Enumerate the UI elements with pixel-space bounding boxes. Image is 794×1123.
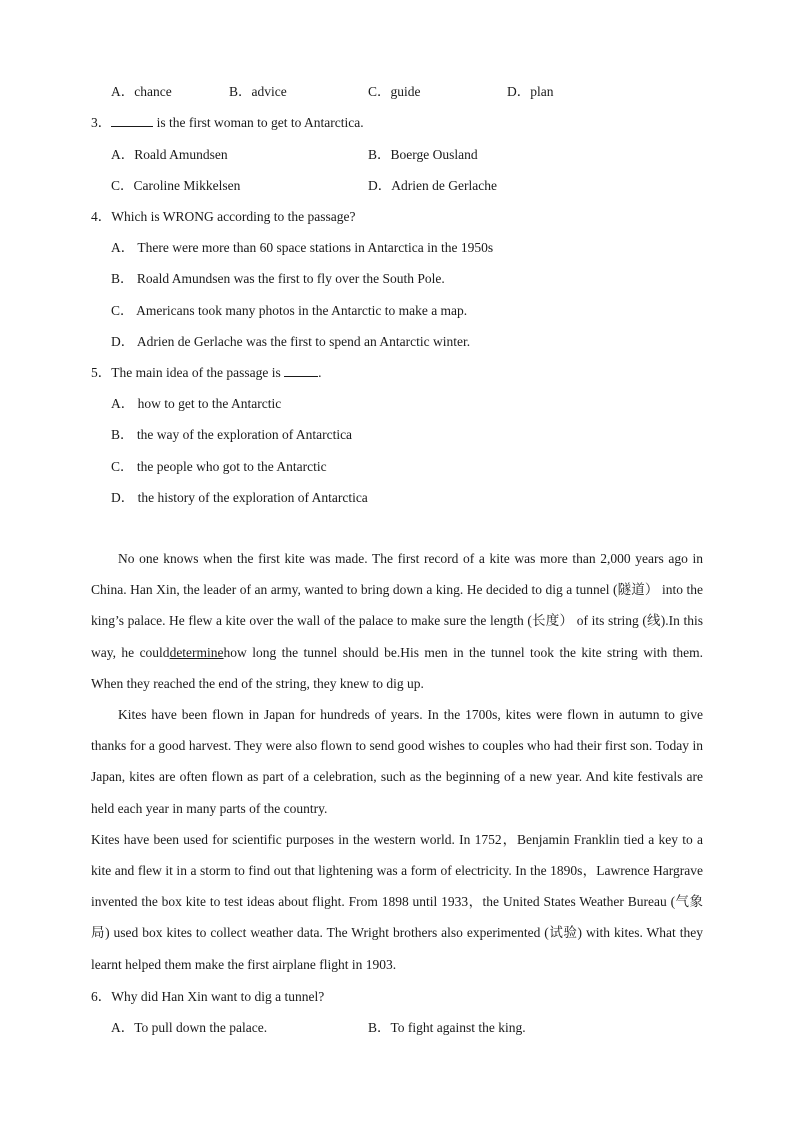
q4-stem: 4．Which is WRONG according to the passage? <box>91 209 356 224</box>
underlined-word: determine <box>169 644 224 660</box>
passage-p1-part-a: No one knows when the first kite was made. The first record of a kite was more than 2,000 years ago in China. Han Xin, the leader of an army, wanted to bring down a king. He decided to dig a tunnel (隧道） into the king’s palace. He flew a kite over the wall of the palace to make sure the length (长度） of its string (线).In this way, he could <box>91 551 703 660</box>
q5-option-d: D． the history of the exploration of Antarctica <box>111 490 368 505</box>
q6-option-b: B．To fight against the king. <box>368 1020 526 1035</box>
q6-option-a: A．To pull down the palace. <box>111 1020 268 1035</box>
q4-option-b: B． Roald Amundsen was the first to fly over the South Pole. <box>111 271 445 286</box>
passage-paragraph-1 <box>91 543 703 699</box>
q3-blank <box>111 114 153 127</box>
q3-option-a: A．Roald Amundsen <box>111 147 228 162</box>
q5-stem-text: 5．The main idea of the passage is <box>91 365 285 380</box>
passage-p1-part-b: how long the tunnel should be.His men in the tunnel took the kite string with them. When they reached the end of the string, they knew to dig up. <box>91 644 703 691</box>
q5-stem <box>91 364 321 382</box>
q3-option-b: B．Boerge Ousland <box>368 147 478 162</box>
q2-option-c: C．guide <box>368 84 421 99</box>
q5-option-b: B． the way of the exploration of Antarctica <box>111 427 353 442</box>
q3-option-d: D．Adrien de Gerlache <box>368 178 497 193</box>
q4-option-d: D． Adrien de Gerlache was the first to spend an Antarctic winter. <box>111 334 471 349</box>
q3-stem <box>91 114 364 132</box>
reading-passage <box>91 543 703 980</box>
q2-option-b: B．advice <box>229 84 287 99</box>
q3-text: is the first woman to get to Antarctica. <box>153 115 364 130</box>
q5-stem-end: . <box>318 365 322 380</box>
passage-paragraph-2: Kites have been flown in Japan for hundreds of years. In the 1700s, kites were flown in autumn to give thanks for a good harvest. They were also flown to send good wishes to couples who had their first son. Today in Japan, kites are often flown as part of a celebration, such as the beginning of a new year. And kite festivals are held each year in many parts of the country. <box>91 707 703 816</box>
q3-option-c: C．Caroline Mikkelsen <box>111 178 241 193</box>
q5-option-c: C． the people who got to the Antarctic <box>111 459 327 474</box>
q4-option-a: A． There were more than 60 space stations in Antarctica in the 1950s <box>111 240 494 255</box>
q4-option-c: C． Americans took many photos in the Antarctic to make a map. <box>111 303 468 318</box>
q6-stem: 6．Why did Han Xin want to dig a tunnel? <box>91 989 325 1004</box>
q5-blank <box>284 364 318 377</box>
q3-number: 3． <box>91 115 112 130</box>
q2-option-a: A．chance <box>111 84 172 99</box>
q2-option-d: D．plan <box>507 84 554 99</box>
q5-option-a: A． how to get to the Antarctic <box>111 396 282 411</box>
passage-paragraph-3: Kites have been used for scientific purposes in the western world. In 1752，Benjamin Franklin tied a key to a kite and flew it in a storm to find out that lightening was a form of electricity. In the 1890s，Lawrence Hargrave invented the box kite to test ideas about flight. From 1898 until 1933，the United States Weather Bureau (气象局) used box kites to collect weather data. The Wright brothers also experimented (试验) with kites. What they learnt helped them make the first airplane flight in 1903. <box>91 831 703 972</box>
